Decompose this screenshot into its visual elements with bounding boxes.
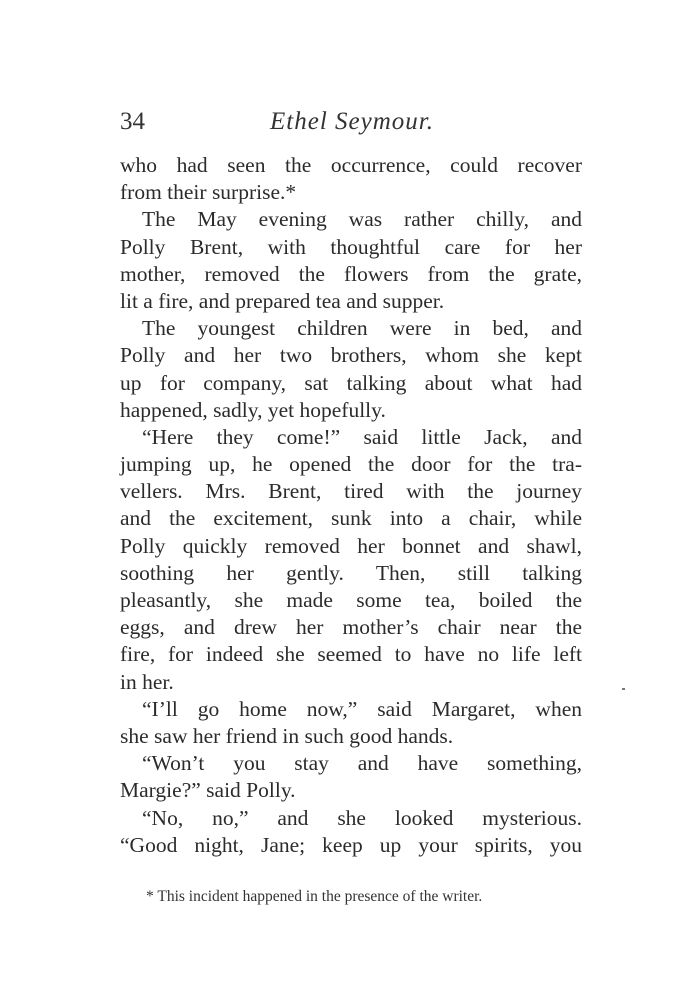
text-line: “Good night, Jane; keep up your spirits, you: [120, 832, 582, 857]
text-line: pleasantly, she made some tea, boiled the: [120, 588, 582, 612]
text-line: eggs, and drew her mother’s chair near the: [120, 615, 582, 640]
text-line: Polly and her two brothers, whom she kept: [120, 343, 582, 368]
text-line: Polly Brent, with thoughtful care for her: [120, 234, 582, 259]
text-line: “Here they come!” said little Jack, and: [142, 424, 582, 449]
text-line: Polly quickly removed her bonnet and shawl,: [120, 533, 582, 558]
running-title: Ethel Seymour.: [270, 108, 434, 135]
text-line: up for company, sat talking about what had: [120, 370, 582, 395]
text-line: lit a fire, and prepared tea and supper.: [120, 288, 445, 313]
body-text: [120, 152, 582, 859]
text-line: in her.: [120, 669, 174, 694]
text-line: and the excitement, sunk into a chair, while: [120, 506, 582, 531]
text-line: vellers. Mrs. Brent, tired with the journey: [120, 479, 582, 504]
text-line: “I’ll go home now,” said Margaret, when: [142, 696, 582, 721]
print-speck: [622, 688, 625, 690]
text-line: Margie?” said Polly.: [120, 778, 296, 803]
text-line: happened, sadly, yet hopefully.: [120, 397, 386, 422]
text-line: fire, for indeed she seemed to have no life left: [120, 642, 582, 667]
text-line: The May evening was rather chilly, and: [142, 207, 582, 232]
text-line: from their surprise.*: [120, 180, 297, 205]
text-line: “No, no,” and she looked mysterious.: [142, 805, 582, 830]
text-line: jumping up, he opened the door for the tra-: [120, 452, 582, 477]
text-line: mother, removed the flowers from the grate,: [120, 261, 582, 286]
text-line: The youngest children were in bed, and: [142, 316, 582, 341]
text-line: soothing her gently. Then, still talking: [120, 560, 582, 585]
text-line: she saw her friend in such good hands.: [120, 723, 454, 748]
text-line: who had seen the occurrence, could recover: [120, 153, 582, 177]
running-head: [120, 108, 582, 144]
footnote: * This incident happened in the presence of the writer.: [146, 888, 483, 905]
page-number: 34: [120, 108, 145, 135]
text-line: “Won’t you stay and have something,: [142, 751, 582, 776]
